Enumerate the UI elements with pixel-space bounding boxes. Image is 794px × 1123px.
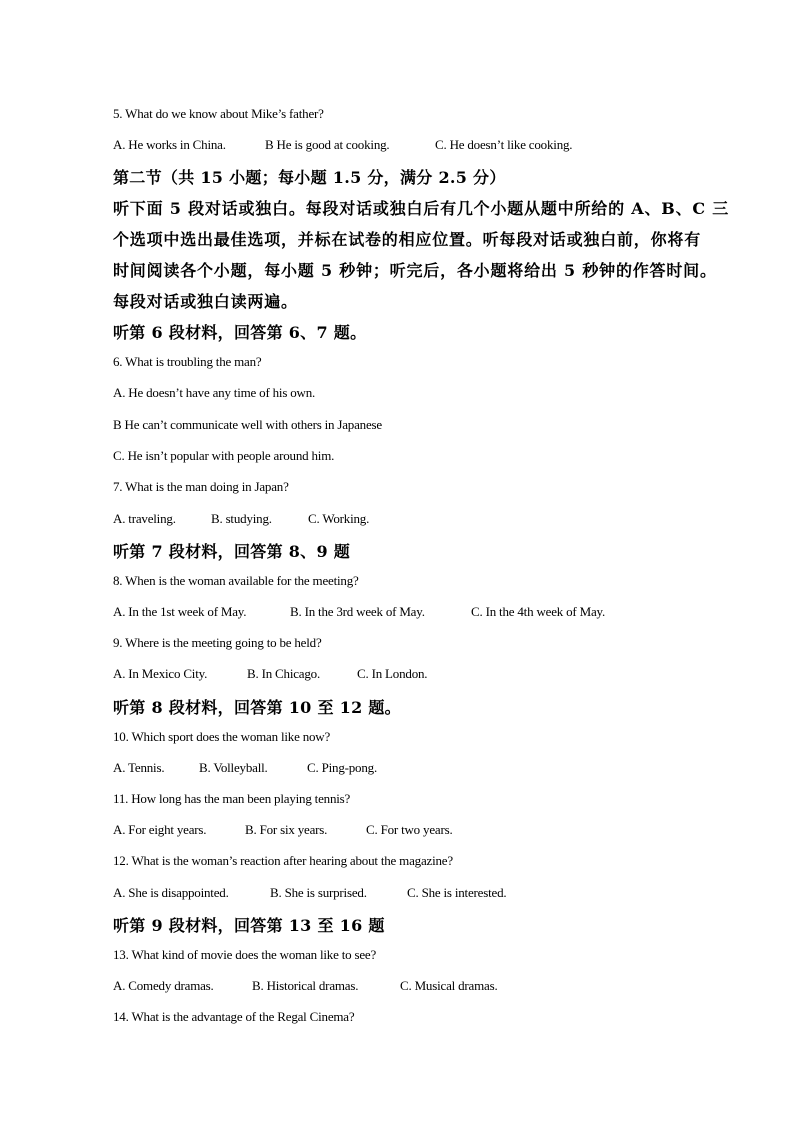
question-7-stem: 7. What is the man doing in Japan? bbox=[113, 479, 289, 494]
question-10-option-c: C. Ping-pong. bbox=[307, 760, 377, 775]
question-10-stem: 10. Which sport does the woman like now? bbox=[113, 729, 331, 744]
question-6-option-c: C. He isn’t popular with people around him. bbox=[113, 448, 335, 463]
section-2-instructions-line-1: 听下面 5 段对话或独白。每段对话或独白后有几个小题从题中所给的 A、B、C 三 bbox=[113, 199, 730, 218]
question-10-options bbox=[113, 760, 377, 776]
question-11-options bbox=[113, 822, 453, 838]
question-5-stem: 5. What do we know about Mike’s father? bbox=[113, 106, 324, 121]
question-13-options bbox=[113, 978, 498, 994]
question-13-option-a: A. Comedy dramas. bbox=[113, 978, 214, 993]
question-5-option-a: A. He works in China. bbox=[113, 137, 226, 152]
question-6-stem: 6. What is troubling the man? bbox=[113, 354, 262, 369]
question-7-option-b: B. studying. bbox=[211, 511, 272, 526]
section-2-title: 第二节（共 15 小题；每小题 1.5 分，满分 2.5 分） bbox=[113, 168, 506, 187]
material-9-heading: 听第 9 段材料，回答第 13 至 16 题 bbox=[113, 916, 385, 935]
question-7-option-a: A. traveling. bbox=[113, 511, 176, 526]
section-2-instructions-line-3: 时间阅读各个小题，每小题 5 秒钟；听完后，各小题将给出 5 秒钟的作答时间。 bbox=[113, 261, 717, 280]
question-5-option-b: B He is good at cooking. bbox=[265, 137, 390, 152]
question-13-option-c: C. Musical dramas. bbox=[400, 978, 498, 993]
question-8-stem: 8. When is the woman available for the meeting? bbox=[113, 573, 359, 588]
question-7-options bbox=[113, 511, 369, 527]
question-6-option-b: B He can’t communicate well with others in Japanese bbox=[113, 417, 382, 432]
material-6-heading: 听第 6 段材料，回答第 6、7 题。 bbox=[113, 323, 367, 342]
question-5-options bbox=[113, 137, 572, 153]
question-13-stem: 13. What kind of movie does the woman like to see? bbox=[113, 947, 377, 962]
section-2-instructions-line-4: 每段对话或独白读两遍。 bbox=[113, 292, 298, 311]
question-12-options bbox=[113, 885, 506, 901]
question-9-option-b: B. In Chicago. bbox=[247, 666, 321, 681]
question-7-option-c: C. Working. bbox=[308, 511, 370, 526]
question-13-option-b: B. Historical dramas. bbox=[252, 978, 359, 993]
question-10-option-b: B. Volleyball. bbox=[199, 760, 268, 775]
question-10-option-a: A. Tennis. bbox=[113, 760, 165, 775]
question-8-option-a: A. In the 1st week of May. bbox=[113, 604, 247, 619]
question-8-option-c: C. In the 4th week of May. bbox=[471, 604, 606, 619]
question-12-option-a: A. She is disappointed. bbox=[113, 885, 229, 900]
question-12-stem: 12. What is the woman’s reaction after hearing about the magazine? bbox=[113, 853, 453, 868]
question-6-option-a: A. He doesn’t have any time of his own. bbox=[113, 385, 316, 400]
question-12-option-c: C. She is interested. bbox=[407, 885, 507, 900]
question-8-option-b: B. In the 3rd week of May. bbox=[290, 604, 425, 619]
material-7-heading: 听第 7 段材料，回答第 8、9 题 bbox=[113, 542, 351, 561]
question-11-option-a: A. For eight years. bbox=[113, 822, 207, 837]
question-12-option-b: B. She is surprised. bbox=[270, 885, 367, 900]
section-2-instructions-line-2: 个选项中选出最佳选项，并标在试卷的相应位置。听每段对话或独白前，你将有 bbox=[113, 230, 702, 249]
question-11-stem: 11. How long has the man been playing tennis? bbox=[113, 791, 351, 806]
question-11-option-c: C. For two years. bbox=[366, 822, 453, 837]
question-9-option-a: A. In Mexico City. bbox=[113, 666, 208, 681]
question-8-options bbox=[113, 604, 605, 620]
question-9-option-c: C. In London. bbox=[357, 666, 428, 681]
material-8-heading: 听第 8 段材料，回答第 10 至 12 题。 bbox=[113, 698, 401, 717]
question-9-stem: 9. Where is the meeting going to be held? bbox=[113, 635, 322, 650]
question-9-options bbox=[113, 666, 427, 682]
question-14-stem: 14. What is the advantage of the Regal Cinema? bbox=[113, 1009, 355, 1024]
question-11-option-b: B. For six years. bbox=[245, 822, 328, 837]
question-5-option-c: C. He doesn’t like cooking. bbox=[435, 137, 573, 152]
